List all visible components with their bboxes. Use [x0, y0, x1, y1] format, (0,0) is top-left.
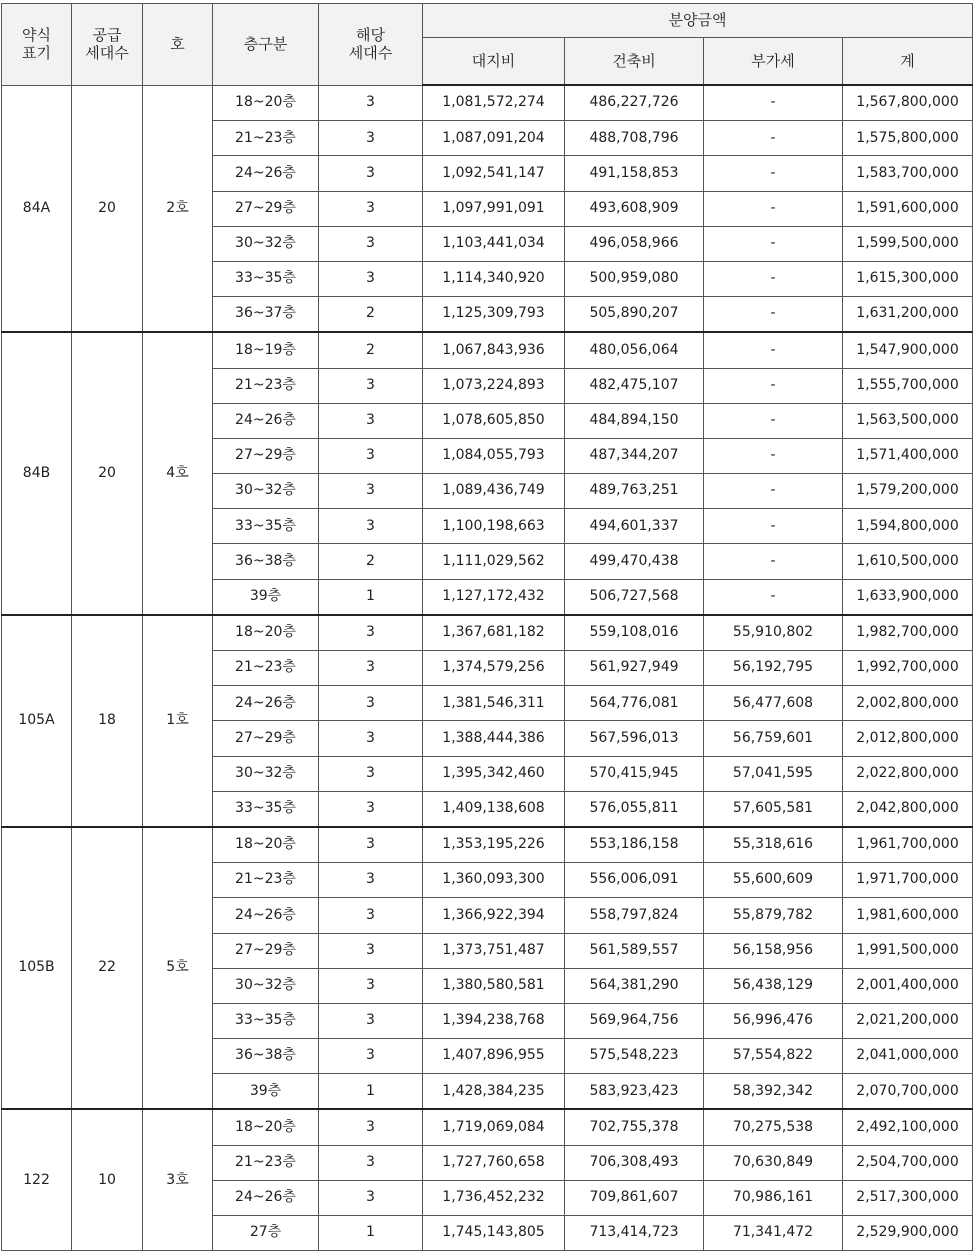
vat-cell: 56,158,956 — [704, 933, 843, 968]
total-price-cell: 1,961,700,000 — [843, 827, 973, 863]
vat-cell: 57,041,595 — [704, 756, 843, 791]
table-row — [2, 85, 973, 121]
count-cell: 3 — [319, 156, 423, 191]
count-cell: 3 — [319, 863, 423, 898]
vat-cell: 56,996,476 — [704, 1003, 843, 1038]
total-price-cell: 1,571,400,000 — [843, 438, 973, 473]
header-supply-line2: 세대수 — [85, 44, 129, 63]
floor-cell: 27~29층 — [213, 933, 319, 968]
count-cell: 3 — [319, 1003, 423, 1038]
vat-cell: - — [704, 368, 843, 403]
land-price-cell: 1,745,143,805 — [423, 1216, 565, 1251]
supply-cell: 22 — [72, 827, 143, 1110]
count-cell: 3 — [319, 403, 423, 438]
land-price-cell: 1,111,029,562 — [423, 544, 565, 579]
building-price-cell: 559,108,016 — [565, 615, 704, 651]
total-price-cell: 1,555,700,000 — [843, 368, 973, 403]
floor-cell: 36~38층 — [213, 544, 319, 579]
supply-cell: 10 — [72, 1109, 143, 1250]
floor-cell: 27~29층 — [213, 721, 319, 756]
count-cell: 3 — [319, 898, 423, 933]
count-cell: 3 — [319, 791, 423, 827]
building-price-cell: 489,763,251 — [565, 474, 704, 509]
total-price-cell: 1,992,700,000 — [843, 651, 973, 686]
building-price-cell: 493,608,909 — [565, 191, 704, 226]
floor-cell: 30~32층 — [213, 474, 319, 509]
land-price-cell: 1,374,579,256 — [423, 651, 565, 686]
type-cell: 122 — [2, 1109, 72, 1250]
land-price-cell: 1,366,922,394 — [423, 898, 565, 933]
vat-cell: 56,438,129 — [704, 968, 843, 1003]
count-cell: 3 — [319, 968, 423, 1003]
building-price-cell: 484,894,150 — [565, 403, 704, 438]
count-cell: 3 — [319, 615, 423, 651]
land-price-cell: 1,394,238,768 — [423, 1003, 565, 1038]
land-price-cell: 1,395,342,460 — [423, 756, 565, 791]
land-price-cell: 1,719,069,084 — [423, 1109, 565, 1145]
vat-cell: - — [704, 297, 843, 333]
vat-cell: - — [704, 261, 843, 296]
building-price-cell: 567,596,013 — [565, 721, 704, 756]
unit-cell: 4호 — [143, 332, 213, 615]
total-price-cell: 1,579,200,000 — [843, 474, 973, 509]
type-cell: 105A — [2, 615, 72, 827]
building-price-cell: 500,959,080 — [565, 261, 704, 296]
land-price-cell: 1,367,681,182 — [423, 615, 565, 651]
header-price-group: 분양금액 — [423, 4, 973, 38]
land-price-cell: 1,409,138,608 — [423, 791, 565, 827]
vat-cell: 58,392,342 — [704, 1074, 843, 1110]
vat-cell: - — [704, 85, 843, 121]
vat-cell: - — [704, 438, 843, 473]
count-cell: 3 — [319, 651, 423, 686]
floor-cell: 18~20층 — [213, 827, 319, 863]
building-price-cell: 569,964,756 — [565, 1003, 704, 1038]
count-cell: 3 — [319, 509, 423, 544]
vat-cell: 55,600,609 — [704, 863, 843, 898]
vat-cell: - — [704, 121, 843, 156]
table-row — [2, 332, 973, 368]
header-supply-line1: 공급 — [92, 25, 122, 44]
land-price-cell: 1,114,340,920 — [423, 261, 565, 296]
header-count — [319, 4, 423, 86]
vat-cell: - — [704, 156, 843, 191]
table-row — [2, 615, 973, 651]
header-building: 건축비 — [565, 38, 704, 86]
floor-cell: 33~35층 — [213, 1003, 319, 1038]
total-price-cell: 1,594,800,000 — [843, 509, 973, 544]
floor-cell: 21~23층 — [213, 368, 319, 403]
count-cell: 3 — [319, 1180, 423, 1215]
vat-cell: - — [704, 579, 843, 615]
count-cell: 3 — [319, 474, 423, 509]
floor-cell: 30~32층 — [213, 756, 319, 791]
floor-cell: 24~26층 — [213, 686, 319, 721]
total-price-cell: 2,504,700,000 — [843, 1145, 973, 1180]
land-price-cell: 1,089,436,749 — [423, 474, 565, 509]
land-price-cell: 1,360,093,300 — [423, 863, 565, 898]
building-price-cell: 556,006,091 — [565, 863, 704, 898]
building-price-cell: 713,414,723 — [565, 1216, 704, 1251]
floor-cell: 33~35층 — [213, 791, 319, 827]
header-vat: 부가세 — [704, 38, 843, 86]
floor-cell: 24~26층 — [213, 156, 319, 191]
total-price-cell: 2,022,800,000 — [843, 756, 973, 791]
total-price-cell: 1,991,500,000 — [843, 933, 973, 968]
vat-cell: 57,554,822 — [704, 1039, 843, 1074]
floor-cell: 36~37층 — [213, 297, 319, 333]
land-price-cell: 1,736,452,232 — [423, 1180, 565, 1215]
building-price-cell: 558,797,824 — [565, 898, 704, 933]
count-cell: 2 — [319, 332, 423, 368]
building-price-cell: 583,923,423 — [565, 1074, 704, 1110]
total-price-cell: 1,971,700,000 — [843, 863, 973, 898]
total-price-cell: 2,492,100,000 — [843, 1109, 973, 1145]
floor-cell: 30~32층 — [213, 226, 319, 261]
land-price-cell: 1,084,055,793 — [423, 438, 565, 473]
floor-cell: 21~23층 — [213, 1145, 319, 1180]
land-price-cell: 1,353,195,226 — [423, 827, 565, 863]
floor-cell: 27~29층 — [213, 438, 319, 473]
count-cell: 3 — [319, 121, 423, 156]
land-price-cell: 1,127,172,432 — [423, 579, 565, 615]
vat-cell: 71,341,472 — [704, 1216, 843, 1251]
building-price-cell: 505,890,207 — [565, 297, 704, 333]
count-cell: 3 — [319, 191, 423, 226]
count-cell: 3 — [319, 933, 423, 968]
building-price-cell: 702,755,378 — [565, 1109, 704, 1145]
land-price-cell: 1,067,843,936 — [423, 332, 565, 368]
vat-cell: - — [704, 544, 843, 579]
vat-cell: 70,275,538 — [704, 1109, 843, 1145]
floor-cell: 21~23층 — [213, 651, 319, 686]
land-price-cell: 1,081,572,274 — [423, 85, 565, 121]
land-price-cell: 1,087,091,204 — [423, 121, 565, 156]
count-cell: 3 — [319, 1039, 423, 1074]
unit-cell: 5호 — [143, 827, 213, 1110]
building-price-cell: 709,861,607 — [565, 1180, 704, 1215]
count-cell: 1 — [319, 579, 423, 615]
total-price-cell: 2,042,800,000 — [843, 791, 973, 827]
vat-cell: 56,192,795 — [704, 651, 843, 686]
vat-cell: - — [704, 191, 843, 226]
building-price-cell: 553,186,158 — [565, 827, 704, 863]
count-cell: 3 — [319, 438, 423, 473]
building-price-cell: 499,470,438 — [565, 544, 704, 579]
vat-cell: 70,986,161 — [704, 1180, 843, 1215]
total-price-cell: 1,591,600,000 — [843, 191, 973, 226]
land-price-cell: 1,078,605,850 — [423, 403, 565, 438]
count-cell: 2 — [319, 544, 423, 579]
type-cell: 105B — [2, 827, 72, 1110]
land-price-cell: 1,103,441,034 — [423, 226, 565, 261]
building-price-cell: 491,158,853 — [565, 156, 704, 191]
count-cell: 3 — [319, 1109, 423, 1145]
unit-cell: 1호 — [143, 615, 213, 827]
floor-cell: 24~26층 — [213, 898, 319, 933]
total-price-cell: 1,547,900,000 — [843, 332, 973, 368]
building-price-cell: 706,308,493 — [565, 1145, 704, 1180]
building-price-cell: 488,708,796 — [565, 121, 704, 156]
type-cell: 84B — [2, 332, 72, 615]
vat-cell: - — [704, 332, 843, 368]
count-cell: 3 — [319, 261, 423, 296]
total-price-cell: 2,001,400,000 — [843, 968, 973, 1003]
count-cell: 1 — [319, 1074, 423, 1110]
floor-cell: 33~35층 — [213, 261, 319, 296]
land-price-cell: 1,388,444,386 — [423, 721, 565, 756]
floor-cell: 27~29층 — [213, 191, 319, 226]
floor-cell: 18~20층 — [213, 615, 319, 651]
count-cell: 3 — [319, 1145, 423, 1180]
header-count-line2: 세대수 — [348, 44, 393, 63]
header-land: 대지비 — [423, 38, 565, 86]
building-price-cell: 576,055,811 — [565, 791, 704, 827]
land-price-cell: 1,428,384,235 — [423, 1074, 565, 1110]
unit-cell: 3호 — [143, 1109, 213, 1250]
count-cell: 3 — [319, 756, 423, 791]
building-price-cell: 496,058,966 — [565, 226, 704, 261]
total-price-cell: 2,070,700,000 — [843, 1074, 973, 1110]
total-price-cell: 1,615,300,000 — [843, 261, 973, 296]
building-price-cell: 487,344,207 — [565, 438, 704, 473]
total-price-cell: 2,002,800,000 — [843, 686, 973, 721]
building-price-cell: 570,415,945 — [565, 756, 704, 791]
header-floor: 층구분 — [213, 4, 319, 86]
vat-cell: - — [704, 403, 843, 438]
table-row — [2, 1109, 973, 1145]
floor-cell: 39층 — [213, 579, 319, 615]
land-price-cell: 1,073,224,893 — [423, 368, 565, 403]
count-cell: 2 — [319, 297, 423, 333]
floor-cell: 24~26층 — [213, 403, 319, 438]
header-type — [2, 4, 72, 86]
floor-cell: 36~38층 — [213, 1039, 319, 1074]
building-price-cell: 564,776,081 — [565, 686, 704, 721]
floor-cell: 39층 — [213, 1074, 319, 1110]
table-row — [2, 827, 973, 863]
total-price-cell: 2,021,200,000 — [843, 1003, 973, 1038]
building-price-cell: 494,601,337 — [565, 509, 704, 544]
total-price-cell: 1,982,700,000 — [843, 615, 973, 651]
vat-cell: - — [704, 509, 843, 544]
land-price-cell: 1,727,760,658 — [423, 1145, 565, 1180]
total-price-cell: 1,583,700,000 — [843, 156, 973, 191]
count-cell: 3 — [319, 721, 423, 756]
land-price-cell: 1,407,896,955 — [423, 1039, 565, 1074]
count-cell: 3 — [319, 85, 423, 121]
floor-cell: 18~20층 — [213, 1109, 319, 1145]
floor-cell: 21~23층 — [213, 121, 319, 156]
floor-cell: 33~35층 — [213, 509, 319, 544]
building-price-cell: 561,927,949 — [565, 651, 704, 686]
count-cell: 1 — [319, 1216, 423, 1251]
building-price-cell: 575,548,223 — [565, 1039, 704, 1074]
floor-cell: 27층 — [213, 1216, 319, 1251]
building-price-cell: 482,475,107 — [565, 368, 704, 403]
land-price-cell: 1,100,198,663 — [423, 509, 565, 544]
building-price-cell: 561,589,557 — [565, 933, 704, 968]
count-cell: 3 — [319, 827, 423, 863]
table-body — [2, 85, 973, 1251]
building-price-cell: 506,727,568 — [565, 579, 704, 615]
vat-cell: 55,318,616 — [704, 827, 843, 863]
total-price-cell: 1,633,900,000 — [843, 579, 973, 615]
header-unit: 호 — [143, 4, 213, 86]
total-price-cell: 1,575,800,000 — [843, 121, 973, 156]
vat-cell: - — [704, 226, 843, 261]
vat-cell: 55,879,782 — [704, 898, 843, 933]
building-price-cell: 480,056,064 — [565, 332, 704, 368]
vat-cell: 56,477,608 — [704, 686, 843, 721]
floor-cell: 21~23층 — [213, 863, 319, 898]
total-price-cell: 1,610,500,000 — [843, 544, 973, 579]
land-price-cell: 1,373,751,487 — [423, 933, 565, 968]
floor-cell: 24~26층 — [213, 1180, 319, 1215]
total-price-cell: 2,529,900,000 — [843, 1216, 973, 1251]
total-price-cell: 1,631,200,000 — [843, 297, 973, 333]
type-cell: 84A — [2, 85, 72, 332]
header-total: 계 — [843, 38, 973, 86]
total-price-cell: 2,012,800,000 — [843, 721, 973, 756]
vat-cell: - — [704, 474, 843, 509]
vat-cell: 55,910,802 — [704, 615, 843, 651]
land-price-cell: 1,125,309,793 — [423, 297, 565, 333]
price-table — [1, 3, 973, 1251]
land-price-cell: 1,097,991,091 — [423, 191, 565, 226]
unit-cell: 2호 — [143, 85, 213, 332]
header-type-line1: 약식 — [22, 25, 51, 44]
vat-cell: 70,630,849 — [704, 1145, 843, 1180]
count-cell: 3 — [319, 686, 423, 721]
count-cell: 3 — [319, 368, 423, 403]
vat-cell: 57,605,581 — [704, 791, 843, 827]
total-price-cell: 1,567,800,000 — [843, 85, 973, 121]
count-cell: 3 — [319, 226, 423, 261]
building-price-cell: 564,381,290 — [565, 968, 704, 1003]
header-supply — [72, 4, 143, 86]
header-type-line2: 표기 — [22, 44, 51, 63]
floor-cell: 18~20층 — [213, 85, 319, 121]
floor-cell: 30~32층 — [213, 968, 319, 1003]
land-price-cell: 1,381,546,311 — [423, 686, 565, 721]
supply-cell: 18 — [72, 615, 143, 827]
building-price-cell: 486,227,726 — [565, 85, 704, 121]
supply-cell: 20 — [72, 85, 143, 332]
vat-cell: 56,759,601 — [704, 721, 843, 756]
land-price-cell: 1,092,541,147 — [423, 156, 565, 191]
total-price-cell: 1,599,500,000 — [843, 226, 973, 261]
supply-cell: 20 — [72, 332, 143, 615]
total-price-cell: 2,041,000,000 — [843, 1039, 973, 1074]
table-header — [2, 4, 973, 86]
land-price-cell: 1,380,580,581 — [423, 968, 565, 1003]
header-count-line1: 해당 — [356, 25, 385, 44]
total-price-cell: 1,563,500,000 — [843, 403, 973, 438]
floor-cell: 18~19층 — [213, 332, 319, 368]
total-price-cell: 1,981,600,000 — [843, 898, 973, 933]
total-price-cell: 2,517,300,000 — [843, 1180, 973, 1215]
